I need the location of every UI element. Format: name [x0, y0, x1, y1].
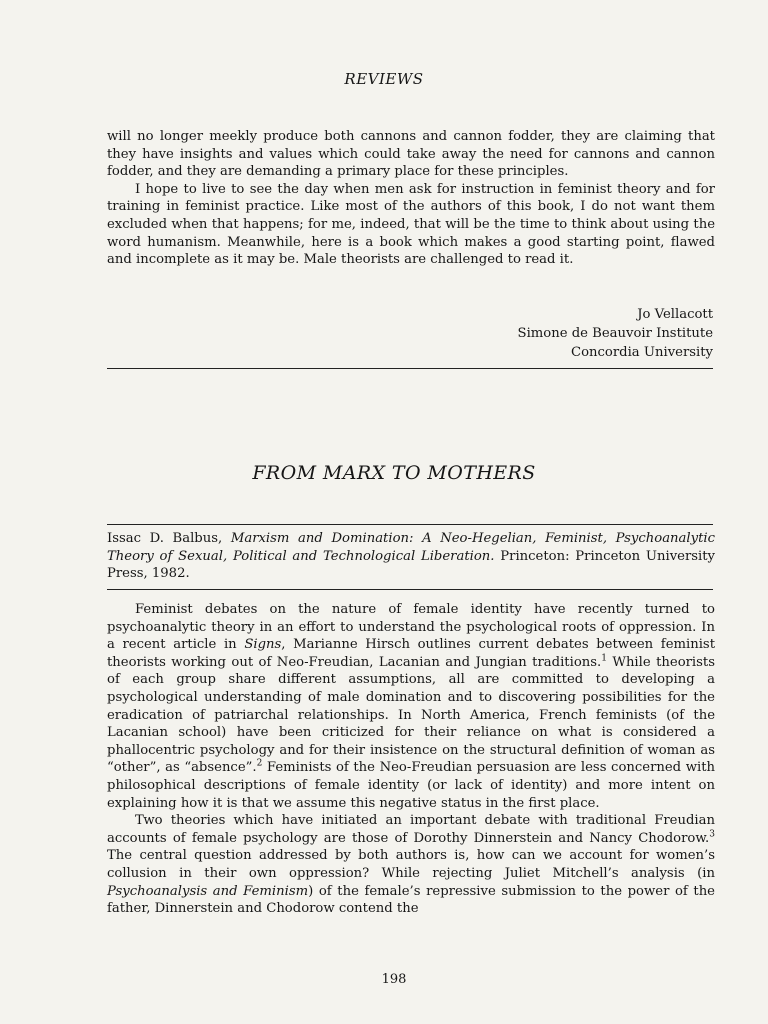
- text-run: Two theories which have initiated an important debate with traditional Freudian accounts of female psychology are those of Dorothy Dinnerstein and Nancy Chodorow.: [107, 813, 715, 846]
- reviewer-name: Jo Vellacott: [637, 307, 713, 322]
- citation-top-rule: [107, 524, 713, 525]
- text-run: Feminists of the Neo-Freudian persuasion are less concerned with philosophical descriptions of female identity (or lack of identity) and more intent on explaining how it is that we assume this negative status in the first place.: [107, 760, 715, 811]
- section-title: FROM MARX TO MOTHERS: [252, 462, 536, 484]
- footnote-marker: 3: [709, 829, 715, 840]
- footnote-marker: 1: [601, 653, 607, 664]
- book-citation: [107, 530, 715, 583]
- text-run: , Marianne Hirsch outlines current debates between feminist theorists working out of Neo-Freudian, Lacanian and Jungian traditions.: [107, 637, 715, 670]
- citation-bottom-rule: [107, 589, 713, 590]
- paragraph: will no longer meekly produce both cannons and cannon fodder, they are claiming that they have insights and values which could take away the need for cannons and cannon fodder, and they are demanding a primary place for these principles.: [107, 129, 715, 180]
- text-run: The central question addressed by both authors is, how can we account for women’s collusion in their own oppression? While rejecting Juliet Mitchell’s analysis (in: [107, 848, 715, 881]
- review-ending-text: [107, 128, 715, 269]
- page-number: 198: [381, 972, 407, 987]
- text-run: Feminist debates on the nature of female identity have recently turned to psychoanalytic theory in an effort to understand the psychological roots of oppression. In a recent article in: [107, 602, 715, 653]
- journal-title: Signs: [244, 637, 282, 653]
- paragraph: [107, 601, 715, 812]
- section-divider: [107, 368, 713, 369]
- reviewer-university: Concordia University: [571, 345, 713, 360]
- citation-author: Issac D. Balbus,: [107, 531, 223, 546]
- text-run: ) of the female’s repressive submission to the power of the father, Dinnerstein and Chodorow contend the: [107, 883, 715, 917]
- running-head: REVIEWS: [344, 70, 424, 88]
- book-title: Psychoanalysis and Feminism: [107, 883, 309, 899]
- citation-publisher: Princeton: Princeton University Press, 1982.: [107, 548, 715, 582]
- text-run: While theorists of each group share different assumptions, all are committed to developing a psychological understanding of male domination and to discovering possibilities for the eradication of patriarchal relationships. In North America, French feminists (of the Lacanian school) have been criticized for their reliance on what is considered a phallocentric psychology and for their insistence on the structural definition of woman as “other”, as “absence”.: [107, 654, 715, 776]
- citation-title: Marxism and Domination: A Neo-Hegelian, Feminist, Psychoanalytic Theory of Sexual, Political and Technological Liberation.: [107, 531, 715, 564]
- reviewer-institute: Simone de Beauvoir Institute: [517, 326, 713, 341]
- reviewer-signature: [518, 305, 713, 362]
- paragraph: I hope to live to see the day when men ask for instruction in feminist theory and for training in feminist practice. Like most of the authors of this book, I do not want them excluded when that happens; for me, indeed, that will be the time to think about using the word humanism. Meanwhile, here is a book which makes a good starting point, flawed and incomplete as it may be. Male theorists are challenged to read it.: [107, 181, 715, 268]
- review-body-text: [107, 601, 715, 918]
- footnote-marker: 2: [256, 758, 263, 769]
- paragraph: [107, 812, 715, 918]
